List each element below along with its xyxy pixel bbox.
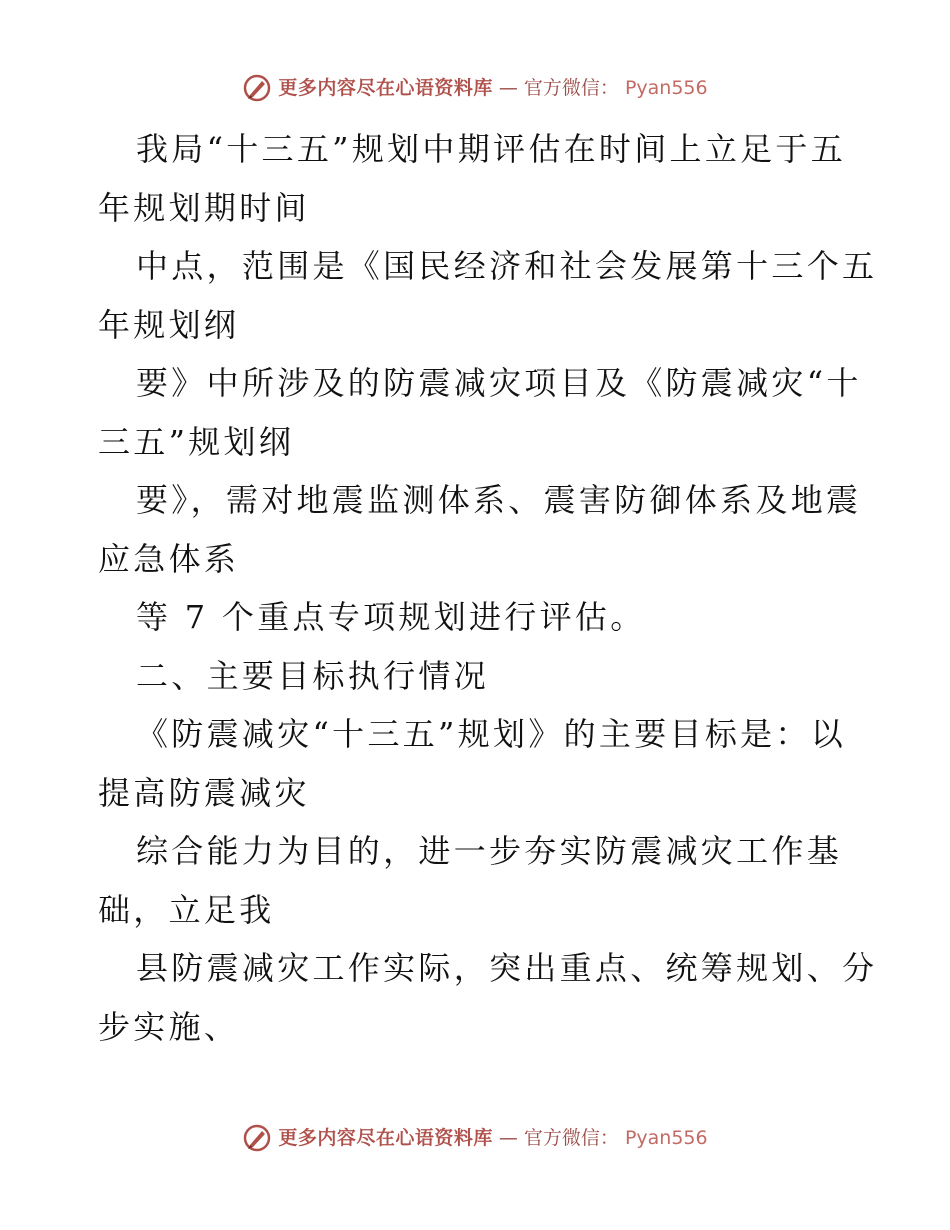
document-body	[98, 120, 878, 1056]
text-line: 础，立足我	[98, 890, 275, 929]
watermark-separator: —	[498, 1127, 518, 1149]
text-line: 我局“十三五”规划中期评估在时间上立足于五	[136, 130, 847, 168]
pen-logo-icon	[242, 73, 272, 103]
watermark-brand: 更多内容尽在心语资料库	[278, 1127, 493, 1149]
watermark-wechat-id: Pyan556	[624, 1127, 708, 1149]
text-line: 步实施、	[98, 1007, 240, 1046]
footer-watermark	[0, 1122, 950, 1154]
text-line: 《防震减灾“十三五”规划》的主要目标是：以	[136, 715, 847, 753]
watermark-wechat-id: Pyan556	[624, 77, 708, 99]
text-line: 中点，范围是《国民经济和社会发展第十三个五	[136, 247, 878, 285]
text-line: 等 7 个重点专项规划进行评估。	[136, 598, 646, 636]
text-line: 要》，需对地震监测体系、震害防御体系及地震	[136, 481, 862, 519]
text-line: 年规划期时间	[98, 188, 310, 227]
watermark-official-label: 官方微信：	[523, 1127, 619, 1149]
watermark-separator: —	[498, 77, 518, 99]
text-line: 年规划纲	[98, 305, 240, 344]
pen-logo-icon	[242, 1123, 272, 1153]
text-line: 应急体系	[98, 539, 240, 578]
text-line: 提高防震减灾	[98, 773, 310, 812]
watermark-official-label: 官方微信：	[523, 77, 619, 99]
text-line: 县防震减灾工作实际，突出重点、统筹规划、分	[136, 949, 878, 987]
text-line: 要》中所涉及的防震减灾项目及《防震减灾“十	[136, 364, 862, 402]
text-line: 综合能力为目的，进一步夯实防震减灾工作基	[136, 832, 843, 870]
text-line: 二、主要目标执行情况	[136, 656, 490, 695]
header-watermark	[0, 72, 950, 104]
watermark-brand: 更多内容尽在心语资料库	[278, 77, 493, 99]
text-line: 三五”规划纲	[98, 422, 295, 461]
